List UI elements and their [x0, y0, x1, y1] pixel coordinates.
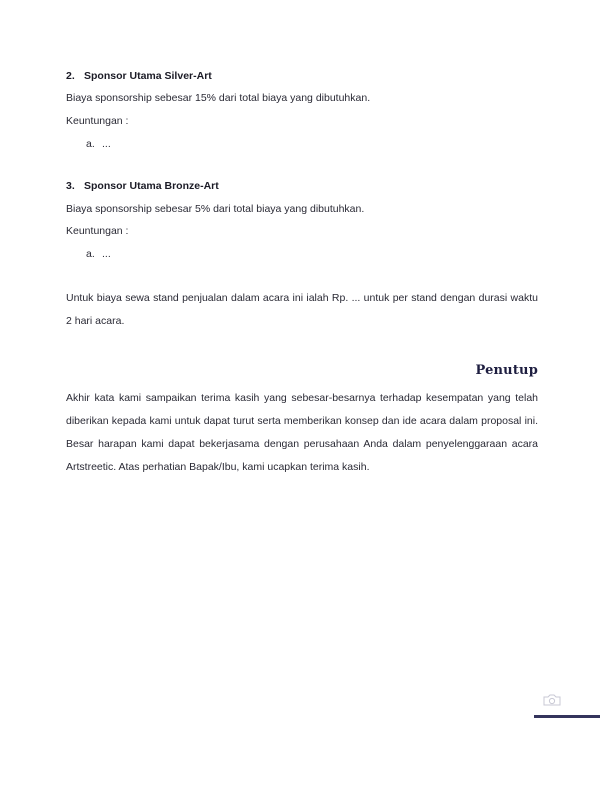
- stand-rental-paragraph: Untuk biaya sewa stand penjualan dalam acara ini ialah Rp. ... untuk per stand dengan durasi waktu 2 hari acara.: [66, 292, 538, 327]
- sponsor-silver-cost: Biaya sponsorship sebesar 15% dari total biaya yang dibutuhkan.: [66, 92, 371, 104]
- sponsor-bronze-benefit-item: [86, 248, 111, 260]
- sponsor-bronze-number: 3.: [66, 180, 75, 192]
- sponsor-bronze-cost: Biaya sponsorship sebesar 5% dari total biaya yang dibutuhkan.: [66, 203, 365, 215]
- list-item-text: ...: [102, 138, 111, 150]
- closing-title: Penutup: [475, 363, 538, 378]
- camera-icon: [541, 693, 563, 707]
- footer-accent-bar: [534, 715, 600, 718]
- sponsor-silver-benefit-item: [86, 138, 111, 150]
- closing-paragraph: Akhir kata kami sampaikan terima kasih yang sebesar-besarnya terhadap kesempatan yang telah diberikan kepada kami untuk dapat turut serta memberikan konsep dan ide acara dalam proposal ini. Besar harapan kami dapat bekerjasama dengan perusahaan Anda dalam penyelenggaraan acara Artstreetic. Atas perhatian Bapak/Ibu, kami ucapkan terima kasih.: [66, 392, 538, 473]
- sponsor-bronze-title: Sponsor Utama Bronze-Art: [84, 180, 219, 192]
- sponsor-silver-heading: [66, 70, 212, 82]
- list-marker: a.: [86, 138, 95, 150]
- sponsor-bronze-heading: [66, 180, 219, 192]
- sponsor-silver-title: Sponsor Utama Silver-Art: [84, 70, 212, 82]
- list-item-text: ...: [102, 248, 111, 260]
- sponsor-bronze-benefits-label: Keuntungan :: [66, 225, 129, 237]
- sponsor-silver-number: 2.: [66, 70, 75, 82]
- sponsor-silver-benefits-label: Keuntungan :: [66, 115, 129, 127]
- list-marker: a.: [86, 248, 95, 260]
